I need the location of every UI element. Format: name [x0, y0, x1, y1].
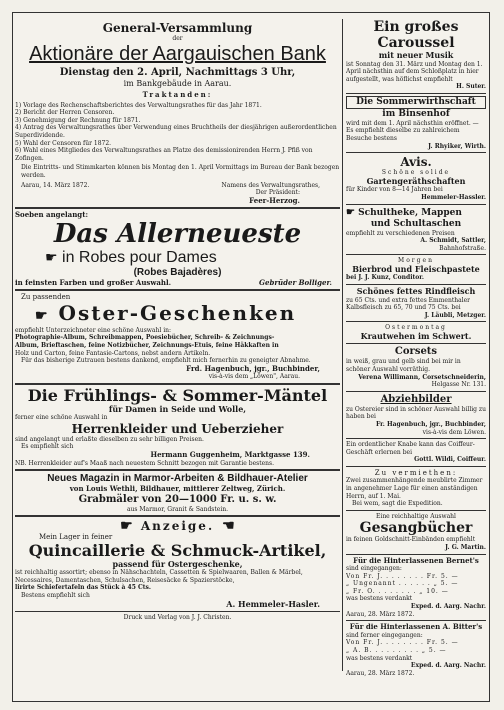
divider	[346, 620, 486, 621]
maentel-line3: Herrenkleider und Ueberzieher	[71, 421, 284, 436]
rind-headline: Schönes fettes Rindfleisch	[356, 286, 476, 296]
carousel-headline: Ein großes Caroussel	[373, 19, 459, 51]
maentel-sig: Hermann Guggenheim, Marktgasse 139.	[150, 450, 310, 460]
pointing-hand-icon: ☛	[35, 307, 50, 324]
divider	[346, 321, 486, 322]
marmor-headline: Neues Magazin in Marmor-Arbeiten & Bildhauer-Atelier	[47, 473, 308, 485]
left-column	[15, 19, 340, 691]
maentel-nb: NB. Herrenkleider auf's Maaß nach neuestem Schnitt bezogen mit Garantie bestens.	[15, 459, 275, 467]
schul-headline-row	[346, 207, 486, 219]
divider	[15, 515, 340, 517]
maentel-line5: Es empfiehlt sich	[21, 443, 74, 451]
anzeige-line5: lirirte Schiefertafeln das Stück à 45 Cts.	[15, 584, 151, 592]
carousel-sig: H. Suter.	[456, 83, 486, 91]
meeting-date: Dienstag den 2. April, Nachmittags 3 Uhr,	[59, 66, 296, 78]
bern-row: Von Fr. J. . . . . . . . Fr. 5. —	[346, 572, 459, 580]
pointing-hand-icon: ☛	[220, 518, 235, 535]
divider	[15, 383, 340, 385]
robes-line3: (Robes Bajadères)	[133, 266, 222, 278]
oster-lines	[15, 327, 340, 365]
schul-addr: Bahnhofstraße.	[439, 244, 486, 252]
oster-addr: vis-à-vis dem „Löwen", Aarau.	[208, 373, 300, 381]
carousel-line2: ist Sonntag den 31. März und Montag den 1. April nächsthin auf dem Schloßplatz in hier aufgestellt, was höflichst empfiehlt	[346, 60, 483, 83]
avis-line2: Gartengeräthschaften	[366, 175, 466, 186]
corsets-line1: in weiß, grau und gelb sind bei mir in schöner Auswahl vorräthig.	[346, 358, 461, 373]
carousel-line1: mit neuer Musik	[378, 50, 454, 60]
oster-line: Album, Brieftaschen, feine Notizbücher, Zeichnungs-Etuis, feine Häkkaften in	[15, 341, 279, 349]
meeting-cards: Die Eintritts- und Stimmkarten können bis Montag den 1. April Vormittags im Bureau der Bank bezogen werden.	[21, 164, 340, 179]
robes-line4: in feinsten Farben und großer Auswahl.	[15, 277, 172, 287]
anzeige-line4: ist reichhaltig assortirt; ebenso in Nähschachteln, Cassetten & Spielwaaren, Ballen & Märbel, Necessaires, Damentaschen, Schulsachen, Reisesäcke & Spazierstöcke,	[15, 569, 303, 584]
gesang-sig: J. G. Martin.	[445, 543, 486, 551]
divider	[346, 254, 486, 255]
meeting-bank: Aktionäre der Aargauischen Bank	[29, 42, 326, 65]
robes-footer	[15, 279, 340, 288]
meeting-agenda	[15, 102, 340, 163]
sommer-sig: J. Rhyiker, Wirth.	[428, 142, 486, 150]
meeting-title: General-Versammlung	[102, 21, 253, 35]
bern-date: Aarau, 28. März 1872.	[346, 610, 415, 618]
zimmer-line2: Bei wem, sagt die Expedition.	[352, 500, 443, 508]
divider	[15, 469, 340, 471]
robes-headline: Das Allerneueste	[53, 218, 302, 249]
bitt-sig: Exped. d. Aarg. Nachr.	[410, 662, 486, 670]
schul-headline: Schultheke, Mappen	[358, 207, 462, 218]
avis-line1: Schöne solide	[381, 169, 451, 177]
bitt-date: Aarau, 28. März 1872.	[346, 669, 415, 677]
anzeige-line1: Mein Lager in feiner	[39, 533, 113, 542]
bier-headline: Bierbrod und Fleischpastete	[352, 263, 480, 274]
footer-printer: Druck und Verlag von J. J. Christen.	[123, 614, 232, 622]
ostermontag-label: Ostermontag	[385, 324, 447, 332]
oster-line: Holz und Carton, feine Fantasie-Cartons, nebst andern Artikeln.	[15, 349, 211, 357]
oster-sig: Frd. Hagenbuch, jgr., Buchbinder,	[186, 363, 320, 373]
anzeige-line2: Quincaillerie & Schmuck-Artikel,	[28, 540, 327, 560]
maentel-headline: Die Frühlings- & Sommer-Mäntel	[27, 385, 328, 405]
coif-sig: Gottl. Wildi, Coiffeur.	[414, 456, 486, 464]
anzeige-sig: A. Hemmeler-Hasler.	[226, 598, 320, 609]
anzeige-headline-row	[15, 519, 340, 533]
meeting-der: der	[172, 35, 183, 42]
corsets-sig: Verena Willimann, Corsetschneiderin,	[358, 373, 486, 381]
schul-sig: A. Schmidt, Sattler,	[420, 237, 486, 245]
divider	[346, 343, 486, 344]
divider	[346, 391, 486, 392]
oster-intro: Zu passenden	[21, 293, 71, 302]
bier-sig: bei J. J. Kunz, Conditor.	[346, 274, 424, 282]
divider	[346, 152, 486, 153]
agenda-item: 4) Antrag des Verwaltungsrathes über Verwendung eines Bruchtheils der diesjährigen außerordentlichen Superdividende.	[15, 124, 337, 139]
bitt-row: „ A. B. . . . . . . . . „ 5. —	[346, 646, 447, 654]
pointing-hand-icon: ☛	[120, 518, 135, 535]
oster-line: Für das bisherige Zutrauen bestens dankend, empfiehlt mich fernerhin zu geneigter Abnahme.	[21, 357, 311, 365]
anzeige-line6: Bestens empfiehlt sich	[21, 592, 90, 600]
robes-sig: Gebrüder Bolliger.	[259, 277, 332, 287]
agenda-item: 1) Vorlage des Rechenschaftsberichtes des Verwaltungsrathes für das Jahr 1871.	[15, 101, 262, 109]
divider	[346, 438, 486, 439]
divider	[346, 284, 486, 285]
gesang-line1: Eine reichhaltige Auswahl	[376, 512, 456, 520]
robes-line2-text: in Robes pour Dames	[62, 248, 217, 266]
corsets-headline: Corsets	[394, 346, 438, 358]
morgen-label: Morgen	[398, 257, 434, 265]
schul-headline2: und Schultaschen	[370, 218, 462, 229]
kraut-headline: Krautwehen im Schwert.	[360, 330, 472, 341]
sommer-headline2: im Binsenhof	[382, 108, 450, 119]
meeting-signoff	[15, 182, 340, 190]
robes-line2	[15, 248, 340, 267]
gesang-line2: in feinen Goldschnitt-Einbänden empfiehlt	[346, 536, 476, 544]
maentel-line2: ferner eine schöne Auswahl in	[15, 414, 108, 422]
newspaper-page	[12, 12, 490, 702]
zimmer-line: Zwei zusammenhängende meublirte Zimmer in angenehmer Lage für einen anständigen Herrn, auf 1. Mai.	[346, 477, 483, 500]
corsets-addr: Helgasse Nr. 131.	[431, 381, 486, 389]
pointing-hand-icon: ☛	[45, 248, 58, 265]
agenda-item: 6) Wahl eines Mitgliedes des Verwaltungsrathes an Platze des demissionirenden Herrn J. Pfiß von Zofingen.	[15, 147, 313, 162]
bern-line1: sind eingegangen:	[346, 565, 402, 573]
divider	[346, 204, 486, 205]
divider	[346, 554, 486, 555]
divider	[15, 611, 340, 612]
sommer-headline: Die Sommerwirthschaft	[346, 96, 486, 109]
agenda-item: 3) Genehmigung der Rechnung für 1871.	[15, 116, 141, 124]
divider	[15, 207, 340, 209]
bern-row: „ Fr. O. . . . . . . . „ 10. —	[346, 587, 449, 595]
gesang-headline: Gesangbücher	[359, 520, 473, 537]
robes-intro: Soeben angelangt:	[15, 210, 89, 220]
abz-sig: Fr. Hagenbuch, jgr., Buchbinder,	[376, 420, 486, 428]
divider	[15, 289, 340, 291]
bitt-headline: Für die Hinterlassenen A. Bitter's	[349, 622, 483, 632]
avis-line3: für Kinder von 8—14 Jahren bei	[346, 186, 443, 194]
pointing-hand-icon: ☛	[346, 206, 355, 218]
maentel-line1: für Damen in Seide und Wolle,	[108, 403, 247, 414]
anzeige-headline: Anzeige.	[140, 519, 215, 534]
divider	[346, 93, 486, 94]
bern-headline: Für die Hinterlassenen Bernet's	[353, 555, 479, 565]
bitt-line2: was bestens verdankt	[346, 654, 413, 662]
meeting-board: Namens des Verwaltungsrathes,	[221, 181, 320, 189]
divider	[346, 510, 486, 511]
meeting-place: im Bankgebäude in Aarau.	[123, 78, 232, 88]
anzeige-line3: passend für Ostergeschenke,	[112, 558, 243, 569]
oster-headline-row	[15, 302, 340, 327]
avis-headline: Avis.	[400, 155, 432, 170]
oster-line: Photographie-Album, Schreibmappen, Poesiebücher, Schreib- & Zeichnungs-	[15, 334, 275, 342]
bern-row: „ Ungenannt . . . . . . „ 5. —	[346, 580, 459, 588]
bern-line2: was bestens verdankt	[346, 595, 413, 603]
oster-headline: Oster-Geschenken	[58, 300, 297, 325]
bern-sig: Exped. d. Aarg. Nachr.	[410, 603, 486, 611]
marmor-line3: aus Marmor, Granit & Sandstein.	[126, 505, 229, 513]
oster-line: empfiehlt Unterzeichneter eine schöne Auswahl in:	[15, 326, 172, 334]
meeting-city-date: Aarau, 14. März 1872.	[21, 181, 90, 189]
column-divider	[342, 19, 343, 671]
schul-line1: empfiehlt zu verschiedenen Preisen	[346, 229, 455, 237]
abz-headline: Abziehbilder	[380, 393, 452, 405]
agenda-item: 2) Bericht der Herren Censoren.	[15, 109, 115, 117]
rind-sig: J. Läubli, Metzger.	[424, 311, 486, 319]
meeting-agenda-head: Traktanden:	[142, 90, 213, 100]
right-column	[346, 19, 486, 691]
avis-sig: Hemmeler-Hassler.	[421, 193, 486, 201]
bitt-line1: sind ferner eingegangen:	[346, 631, 423, 639]
coif-line1: Ein ordentlicher Knabe kann das Coiffeur-Geschäft erlernen bei	[346, 441, 475, 456]
divider	[346, 466, 486, 467]
zu-vermiethen: Zu vermiethen:	[374, 468, 458, 477]
bitt-row: Von Fr. J. . . . . . . . Fr. 5. —	[346, 639, 459, 647]
abz-addr: vis-à-vis dem Löwen.	[422, 428, 486, 436]
meeting-signature: Feer-Herzog.	[249, 195, 300, 205]
sommer-line1: wird mit dem 1. April nächsthin eröffnet. — Es empfiehlt dieselbe zu zahlreichem Besuche bestens	[346, 119, 479, 143]
maentel-line4: sind angelangt und erlaßte dieselben zu sehr billigen Preisen.	[15, 435, 204, 443]
rind-line1: zu 65 Cts. und extra fettes Emmenthaler Kalbsfleisch zu 65, 70 und 75 Cts. bei	[346, 296, 471, 312]
abz-line1: zu Ostereier sind in schöner Auswahl billig zu haben bei	[346, 405, 486, 421]
marmor-line1: von Louis Wethli, Bildhauer, mittlerer Zeltweg, Zürich.	[69, 484, 286, 494]
agenda-item: 5) Wahl der Censoren für 1872.	[15, 139, 112, 147]
marmor-line2: Grabmäler von 20—1000 Fr. u. s. w.	[78, 493, 277, 505]
meeting-president: Der Präsident:	[255, 189, 300, 197]
